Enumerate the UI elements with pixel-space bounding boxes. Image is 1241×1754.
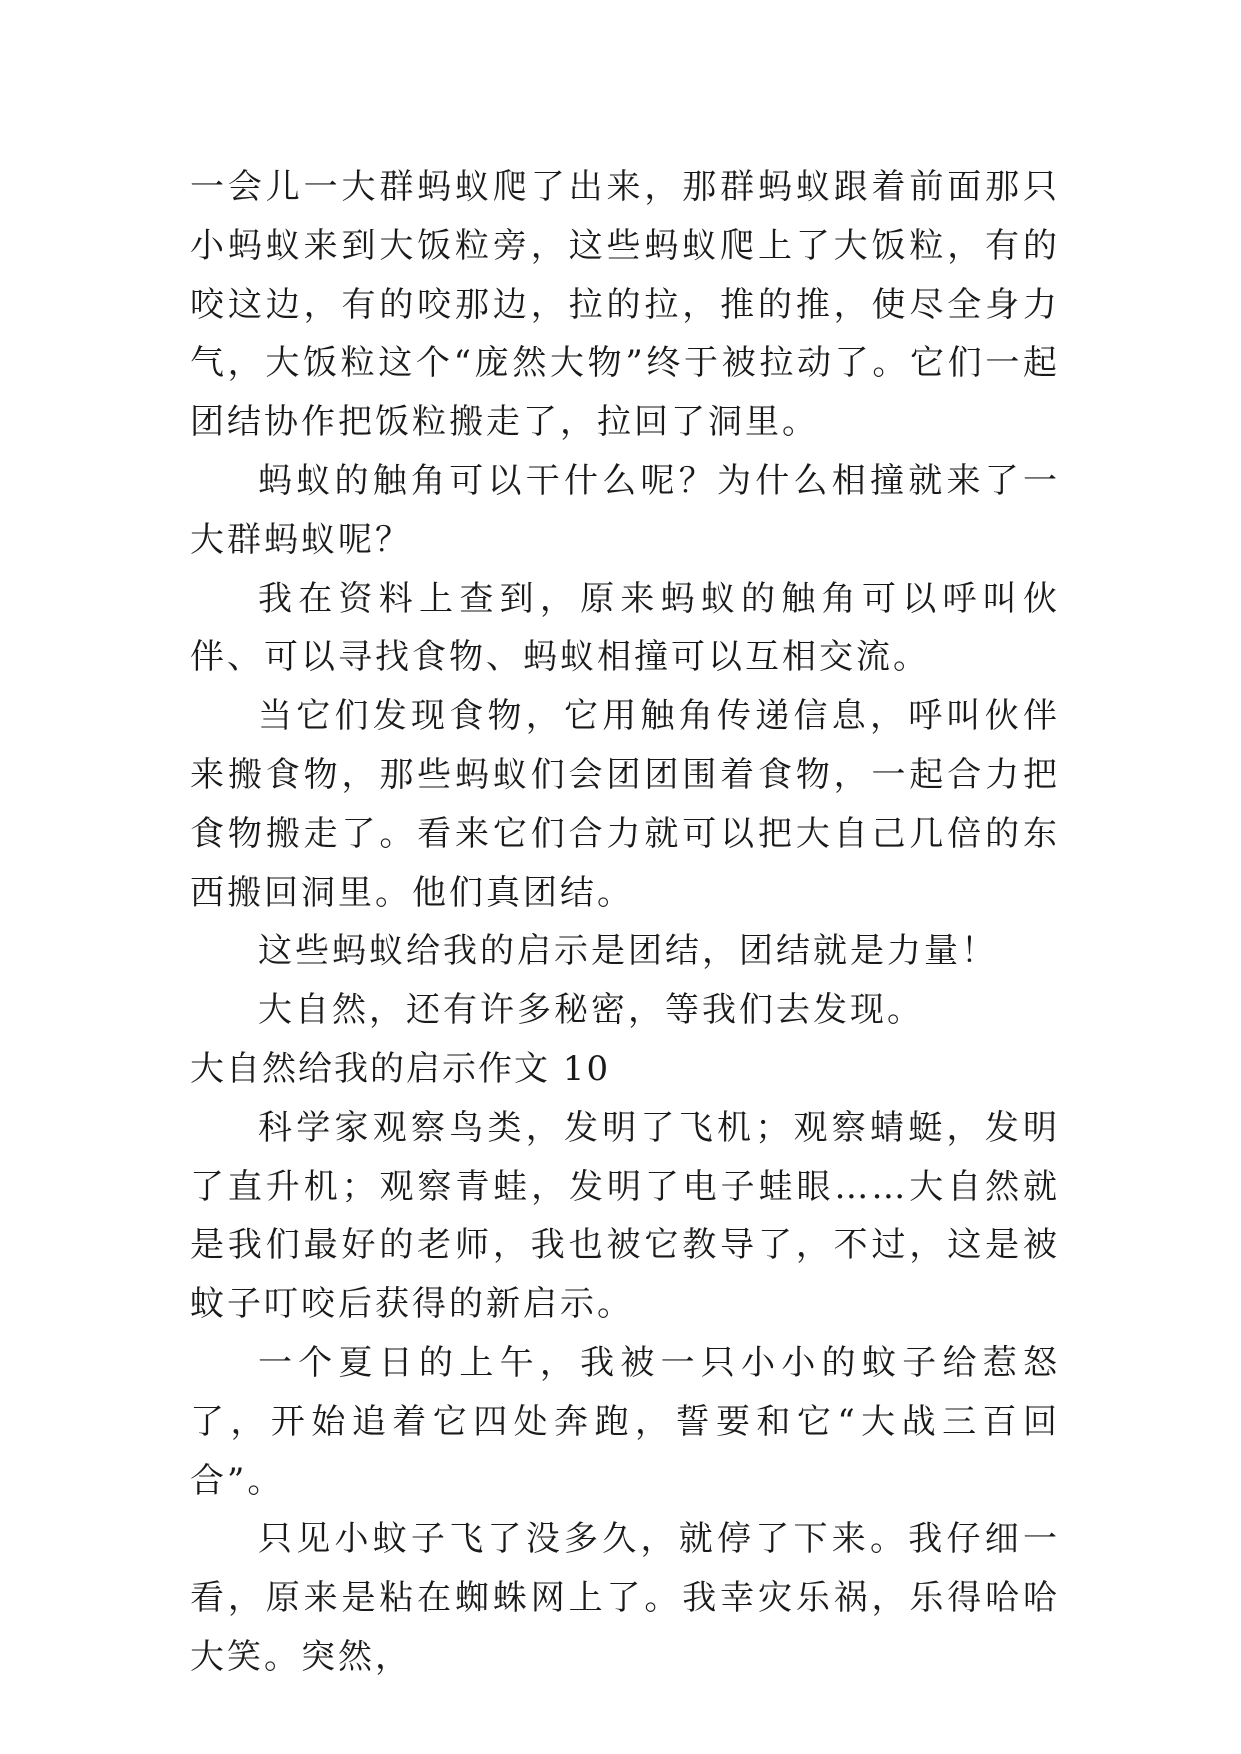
paragraph-scientists-inventions: 科学家观察鸟类，发明了飞机；观察蜻蜓，发明了直升机；观察青蛙，发明了电子蛙眼……大自然就是我们最好的老师，我也被它教导了，不过，这是被蚊子叮咬后获得的新启示。 [190, 1107, 1060, 1325]
paragraph-unity-lesson: 这些蚂蚁给我的启示是团结，团结就是力量！ [258, 931, 998, 972]
paragraph-antenna-question: 蚂蚁的触角可以干什么呢？为什么相撞就来了一大群蚂蚁呢？ [190, 460, 1060, 560]
paragraph-nature-secrets: 大自然，还有许多秘密，等我们去发现。 [258, 990, 924, 1031]
paragraph-spider-web: 只见小蚊子飞了没多久，就停了下来。我仔细一看，原来是粘在蜘蛛网上了。我幸灾乐祸，乐得哈哈大笑。突然， [190, 1519, 1060, 1677]
paragraph-summer-mosquito: 一个夏日的上午，我被一只小小的蚊子给惹怒了，开始追着它四处奔跑，誓要和它“大战三百回合”。 [190, 1342, 1060, 1501]
paragraph-food-teamwork: 当它们发现食物，它用触角传递信息，呼叫伙伴来搬食物，那些蚂蚁们会团团围着食物，一起合力把食物搬走了。看来它们合力就可以把大自己几倍的东西搬回洞里。他们真团结。 [190, 696, 1060, 913]
document-body [190, 158, 1060, 1687]
essay-heading: 大自然给我的启示作文 10 [190, 1048, 611, 1089]
paragraph-research-finding: 我在资料上查到，原来蚂蚁的触角可以呼叫伙伴、可以寻找食物、蚂蚁相撞可以互相交流。 [190, 578, 1060, 678]
paragraph-ants-carry-rice: 一会儿一大群蚂蚁爬了出来，那群蚂蚁跟着前面那只小蚂蚁来到大饭粒旁，这些蚂蚁爬上了大饭粒，有的咬这边，有的咬那边，拉的拉，推的推，使尽全身力气，大饭粒这个“庞然大物”终于被拉动了。它们一起团结协作把饭粒搬走了，拉回了洞里。 [190, 167, 1060, 443]
